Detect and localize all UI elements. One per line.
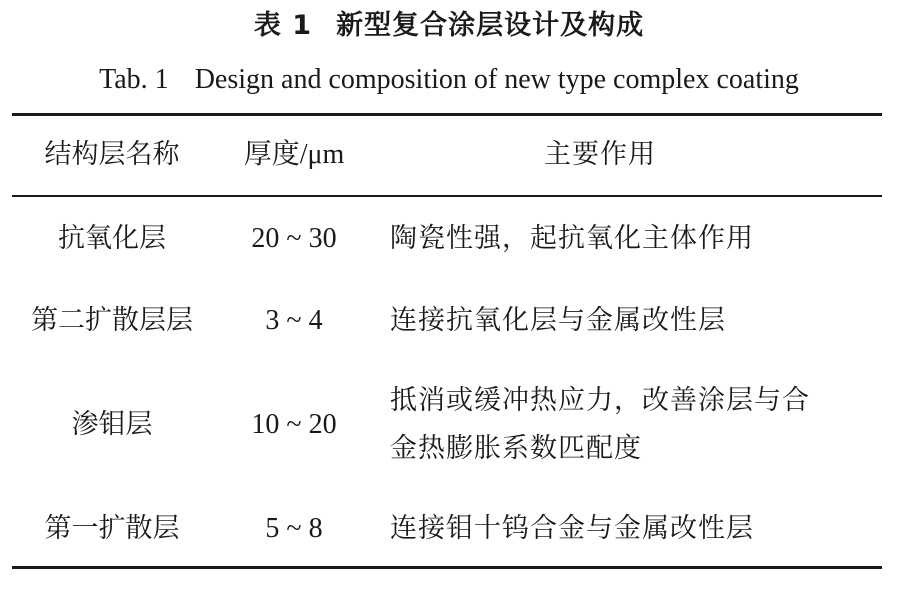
caption-number-en: Tab. 1 — [99, 64, 169, 95]
row-layer-name: 渗钼层 — [71, 409, 153, 440]
table-caption-english — [0, 60, 898, 100]
row-function: 连接钼十钨合金与金属改性层 — [390, 513, 754, 544]
row-thickness: 20 ~ 30 — [251, 223, 337, 254]
row-function: 陶瓷性强，起抗氧化主体作用 — [390, 223, 754, 254]
row-layer-name: 第二扩散层层 — [31, 305, 193, 336]
caption-title-cn: 新型复合涂层设计及构成 — [336, 10, 645, 41]
row-layer-name: 抗氧化层 — [58, 223, 166, 254]
header-layer-name: 结构层名称 — [44, 139, 180, 170]
row-function-line-2: 金热膨胀系数匹配度 — [390, 433, 642, 464]
table-bottom-rule — [12, 566, 882, 569]
table-header-rule — [12, 195, 882, 197]
caption-title-en: Design and composition of new type complex coating — [194, 64, 799, 95]
header-thickness: 厚度/μm — [243, 139, 345, 170]
table-caption-chinese — [0, 6, 898, 46]
row-thickness: 10 ~ 20 — [251, 409, 337, 440]
row-thickness: 3 ~ 4 — [265, 305, 323, 336]
header-function: 主要作用 — [544, 139, 656, 170]
caption-number-cn: 表 1 — [253, 10, 313, 41]
table-top-rule — [12, 113, 882, 116]
row-function-line-1: 抵消或缓冲热应力，改善涂层与合 — [390, 385, 810, 416]
row-thickness: 5 ~ 8 — [265, 513, 323, 544]
row-function: 连接抗氧化层与金属改性层 — [390, 305, 726, 336]
row-layer-name: 第一扩散层 — [44, 513, 180, 544]
